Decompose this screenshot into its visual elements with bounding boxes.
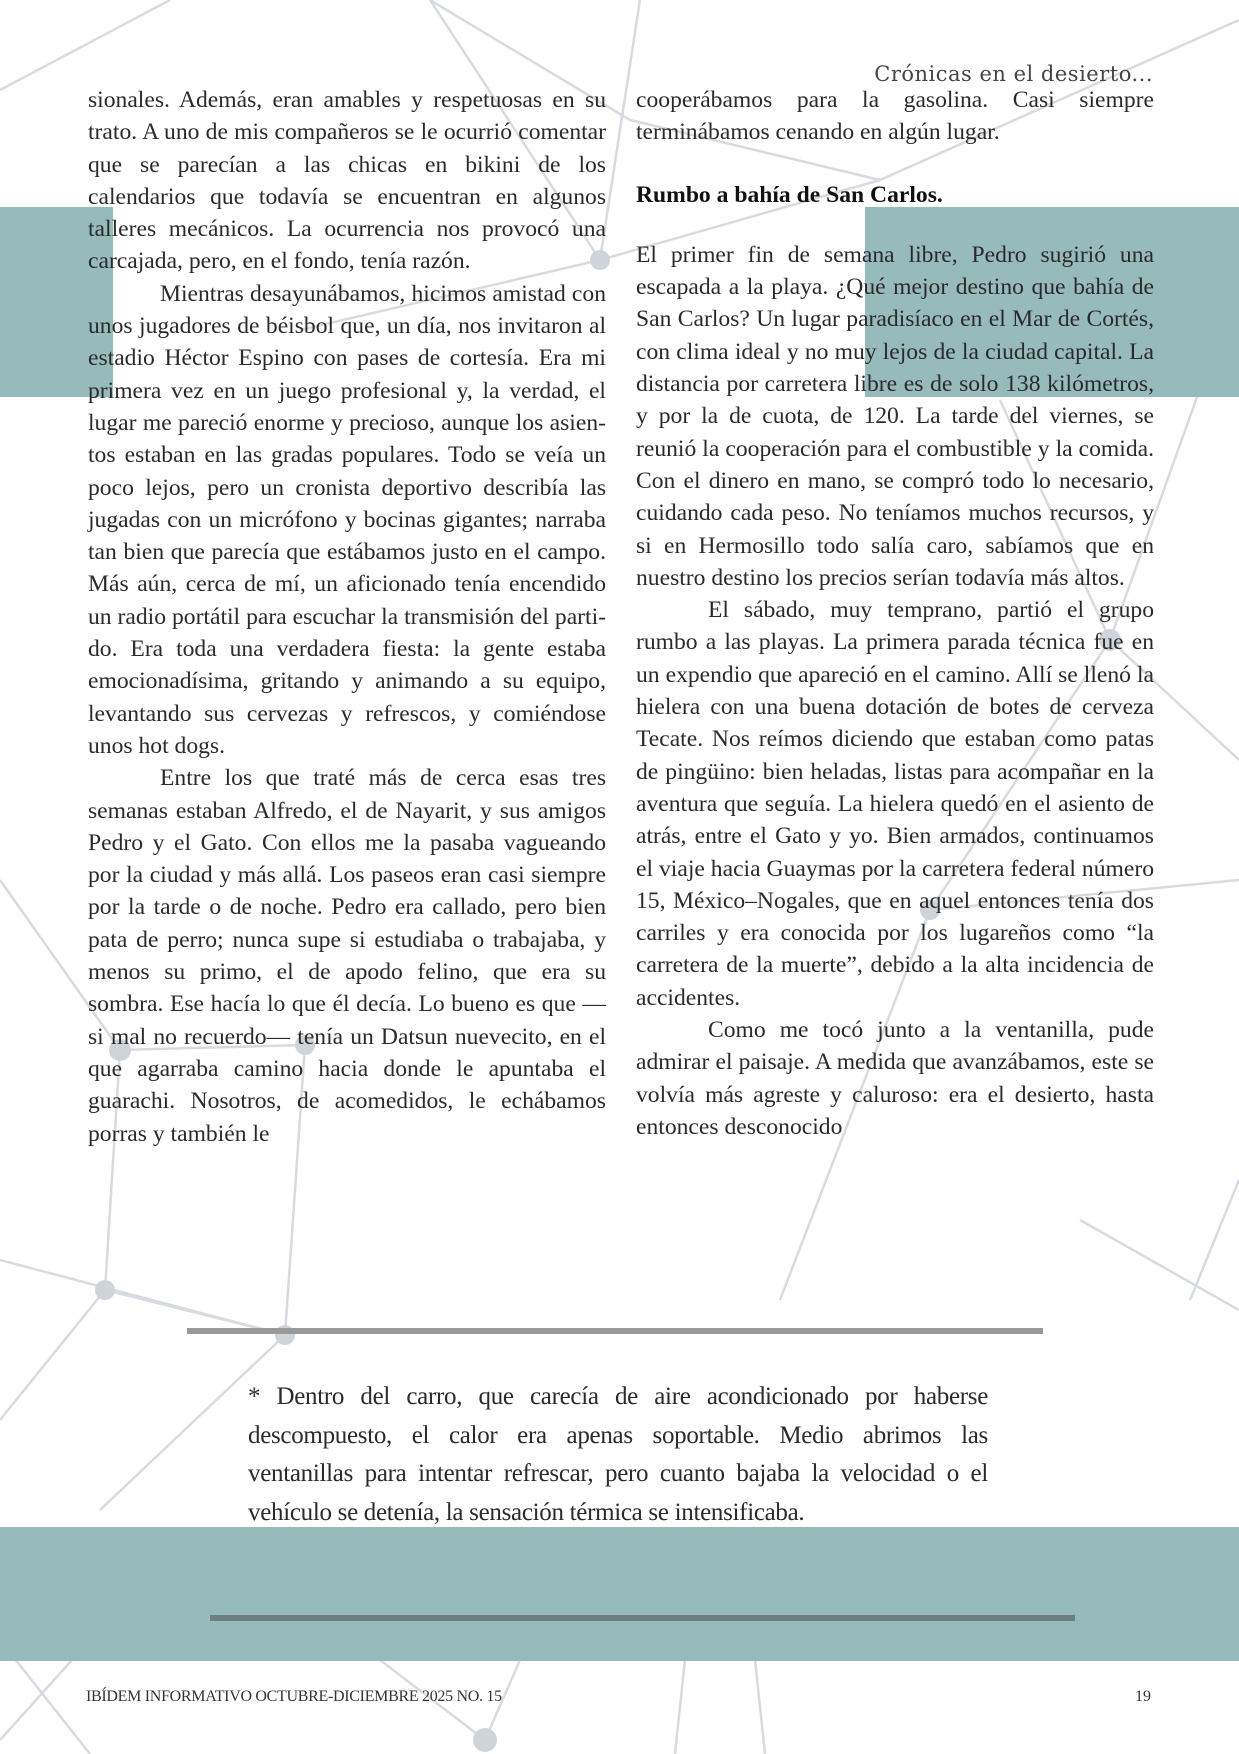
- decorative-band-bottom: [0, 1527, 1239, 1661]
- running-head: Crónicas en el desierto...: [874, 62, 1153, 86]
- footnote-rule-top: [187, 1328, 1043, 1334]
- page-number: 19: [1135, 1688, 1151, 1705]
- right-column: [636, 84, 1154, 1143]
- footnote-rule-bottom: [210, 1615, 1075, 1621]
- footnote: * Dentro del carro, que carecía de aire acondicionado por haberse descompuesto, el calor era apenas soportable. Medio abrimos las ventanillas para intentar refrescar, pero cuanto bajaba la velocidad o el vehículo se detenía, la sensación térmica se intensificaba.: [248, 1383, 988, 1526]
- paragraph: Mientras desayunábamos, hicimos amistad con unos jugadores de béisbol que, un día, nos invitaron al estadio Héctor Espino con pases de cortesía. Era mi primera vez en un juego profesional y, la verdad, el lugar me pareció enorme y precioso, aunque los asientos estaban en las gradas populares. Todo se veía un poco lejos, pero un cronista deportivo describía las jugadas con un micrófono y bocinas gigantes; narraba tan bien que parecía que estábamos justo en el campo. Más aún, cerca de mí, un aficionado tenía encendido un radio portátil para escuchar la transmisión del partido. Era toda una verdadera fiesta: la gente estaba emocionadísima, gritando y animando a su equipo, levantando sus cervezas y refrescos, y comiéndose unos hot dogs.: [88, 280, 606, 759]
- paragraph: Entre los que traté más de cerca esas tres semanas estaban Alfredo, el de Nayarit, y sus amigos Pedro y el Gato. Con ellos me la pasaba vagueando por la ciudad y más allá. Los paseos eran casi siempre por la tarde o de noche. Pedro era callado, pero bien pata de perro; nunca supe si estudiaba o trabajaba, y menos su primo, el de apodo felino, que era su sombra. Ese hacía lo que él decía. Lo bueno es que —si mal no recuerdo— tenía un Datsun nuevecito, en el que agarraba camino hacia donde le apuntaba el guarachi. Nosotros, de acomedidos, le echábamos porras y también le: [88, 765, 606, 1147]
- footer-publication: IBÍDEM INFORMATIVO OCTUBRE-DICIEMBRE 2025 NO. 15: [86, 1688, 502, 1705]
- section-title: Rumbo a bahía de San Carlos.: [636, 181, 943, 208]
- paragraph: Como me tocó junto a la ventanilla, pude admirar el paisaje. A medida que avanzábamos, este se volvía más agreste y caluroso: era el desierto, hasta entonces desconocido: [636, 1017, 1154, 1140]
- left-column: [88, 84, 606, 1150]
- paragraph: sionales. Además, eran amables y respetuosas en su trato. A uno de mis compañeros se le ocurrió comentar que se parecían a las chicas en bikini de los calendarios que todavía se encuentran en algunos talleres mecánicos. La ocurrencia nos provocó una carcajada, pero, en el fondo, tenía razón.: [88, 87, 606, 275]
- paragraph: El sábado, muy temprano, partió el grupo rumbo a las playas. La primera parada técnica fue en un expendio que apareció en el camino. Allí se llenó la hielera con una buena dotación de botes de cerveza Tecate. Nos reímos diciendo que estaban como patas de pingüino: bien heladas, listas para acompañar en la aventura que seguía. La hielera quedó en el asiento de atrás, entre el Gato y yo. Bien armados, continuamos el viaje hacia Guaymas por la carretera federal número 15, México–Nogales, que en aquel entonces tenía dos carriles y era conocida por los lugareños como “la carretera de la muerte”, debido a la alta incidencia de accidentes.: [636, 597, 1154, 1011]
- paragraph: El primer fin de semana libre, Pedro sugirió una escapada a la playa. ¿Qué mejor destino que bahía de San Carlos? Un lugar paradisíaco en el Mar de Cortés, con clima ideal y no muy lejos de la ciudad capital. La distancia por carretera libre es de solo 138 kilómetros, y por la de cuota, de 120. La tarde del viernes, se reunió la cooperación para el combustible y la comida. Con el dinero en mano, se compró todo lo necesario, cuidando cada peso. No teníamos muchos recursos, y si en Hermosillo todo salía caro, sabíamos que en nuestro destino los precios serían todavía más altos.: [636, 241, 1154, 591]
- paragraph: cooperábamos para la gasolina. Casi siempre terminábamos cenando en algún lugar.: [636, 87, 1154, 146]
